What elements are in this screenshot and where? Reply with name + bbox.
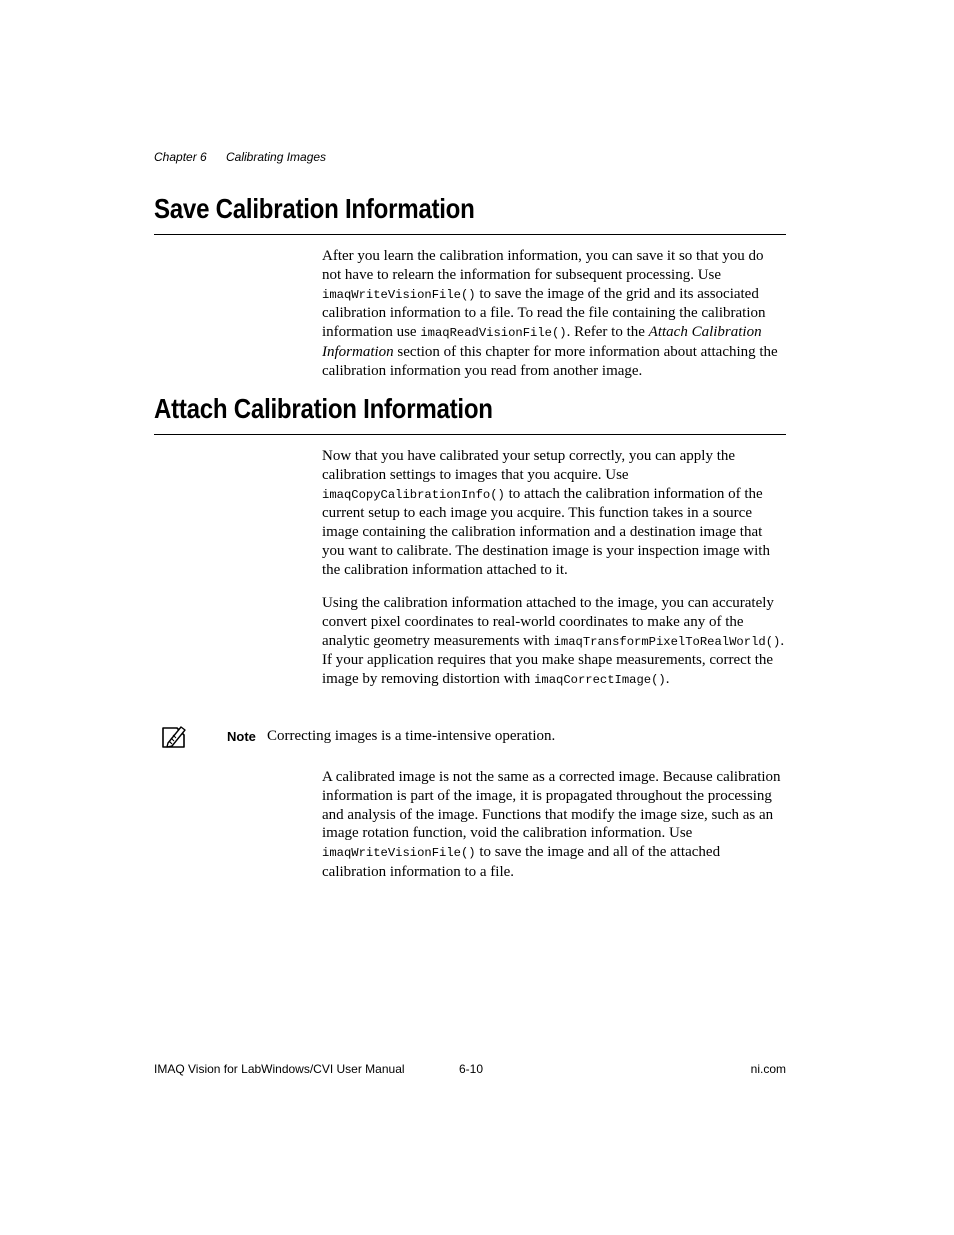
inline-code: imaqCopyCalibrationInfo()	[322, 487, 505, 502]
running-head	[154, 150, 326, 164]
inline-code: imaqTransformPixelToRealWorld()	[553, 634, 781, 649]
text-run: . Refer to the	[566, 324, 649, 341]
section-heading-save: Save Calibration Information	[154, 193, 475, 224]
footer-page-number: 6-10	[459, 1062, 484, 1076]
body-paragraph	[322, 247, 786, 381]
text-run: After you learn the calibration information, you can save it so that you do not have to relearn the information for subsequent processing. Use	[322, 248, 764, 283]
text-run: to attach the calibration information of the current setup to each image you acquire. This function takes in a source image containing the calibration information and a destination image that you want to calibrate. The destination image is your inspection image with the calibration information attached to it.	[322, 485, 770, 578]
body-paragraph	[322, 594, 786, 690]
note-text: Correcting images is a time-intensive operation.	[267, 728, 556, 744]
footer-manual-title: IMAQ Vision for LabWindows/CVI User Manual	[154, 1062, 405, 1076]
text-run: section of this chapter for more information about attaching the calibration information you read from another image.	[322, 343, 778, 379]
body-paragraph	[322, 447, 786, 580]
text-run: to save the image and all of the attached calibration information to a file.	[322, 844, 721, 880]
inline-code: imaqReadVisionFile()	[420, 326, 567, 341]
section-heading-attach: Attach Calibration Information	[154, 393, 493, 424]
note-icon	[160, 724, 188, 750]
text-run: Now that you have calibrated your setup correctly, you can apply the calibration settings to images that you acquire. Use	[322, 448, 736, 483]
running-head-section: Calibrating Images	[226, 150, 327, 164]
running-head-chapter: Chapter 6	[154, 150, 207, 164]
inline-code: imaqCorrectImage()	[534, 673, 666, 688]
section-rule	[154, 434, 786, 435]
cross-reference: Attach Calibration Information	[322, 324, 762, 360]
text-run: . If your application requires that you make shape measurements, correct the image by removing distortion with	[322, 632, 785, 688]
section-rule	[154, 234, 786, 235]
text-run: Using the calibration information attached to the image, you can accurately convert pixel coordinates to real-world coordinates to make any of the analytic geometry measurements with	[322, 595, 774, 649]
inline-code: imaqWriteVisionFile()	[322, 846, 476, 861]
note-label: Note	[227, 729, 256, 744]
inline-code: imaqWriteVisionFile()	[322, 287, 476, 302]
text-run: A calibrated image is not the same as a corrected image. Because calibration information is part of the image, it is propagated throughout the processing and analysis of the image. Functions that modify the image size, such as an image rotation function, void the calibration information. Use	[322, 769, 781, 842]
text-run: .	[665, 671, 670, 688]
text-run: to save the image of the grid and its associated calibration information to a file. To read the file containing the calibration information use	[322, 285, 766, 341]
body-paragraph	[322, 768, 786, 882]
footer-site: ni.com	[750, 1062, 786, 1076]
